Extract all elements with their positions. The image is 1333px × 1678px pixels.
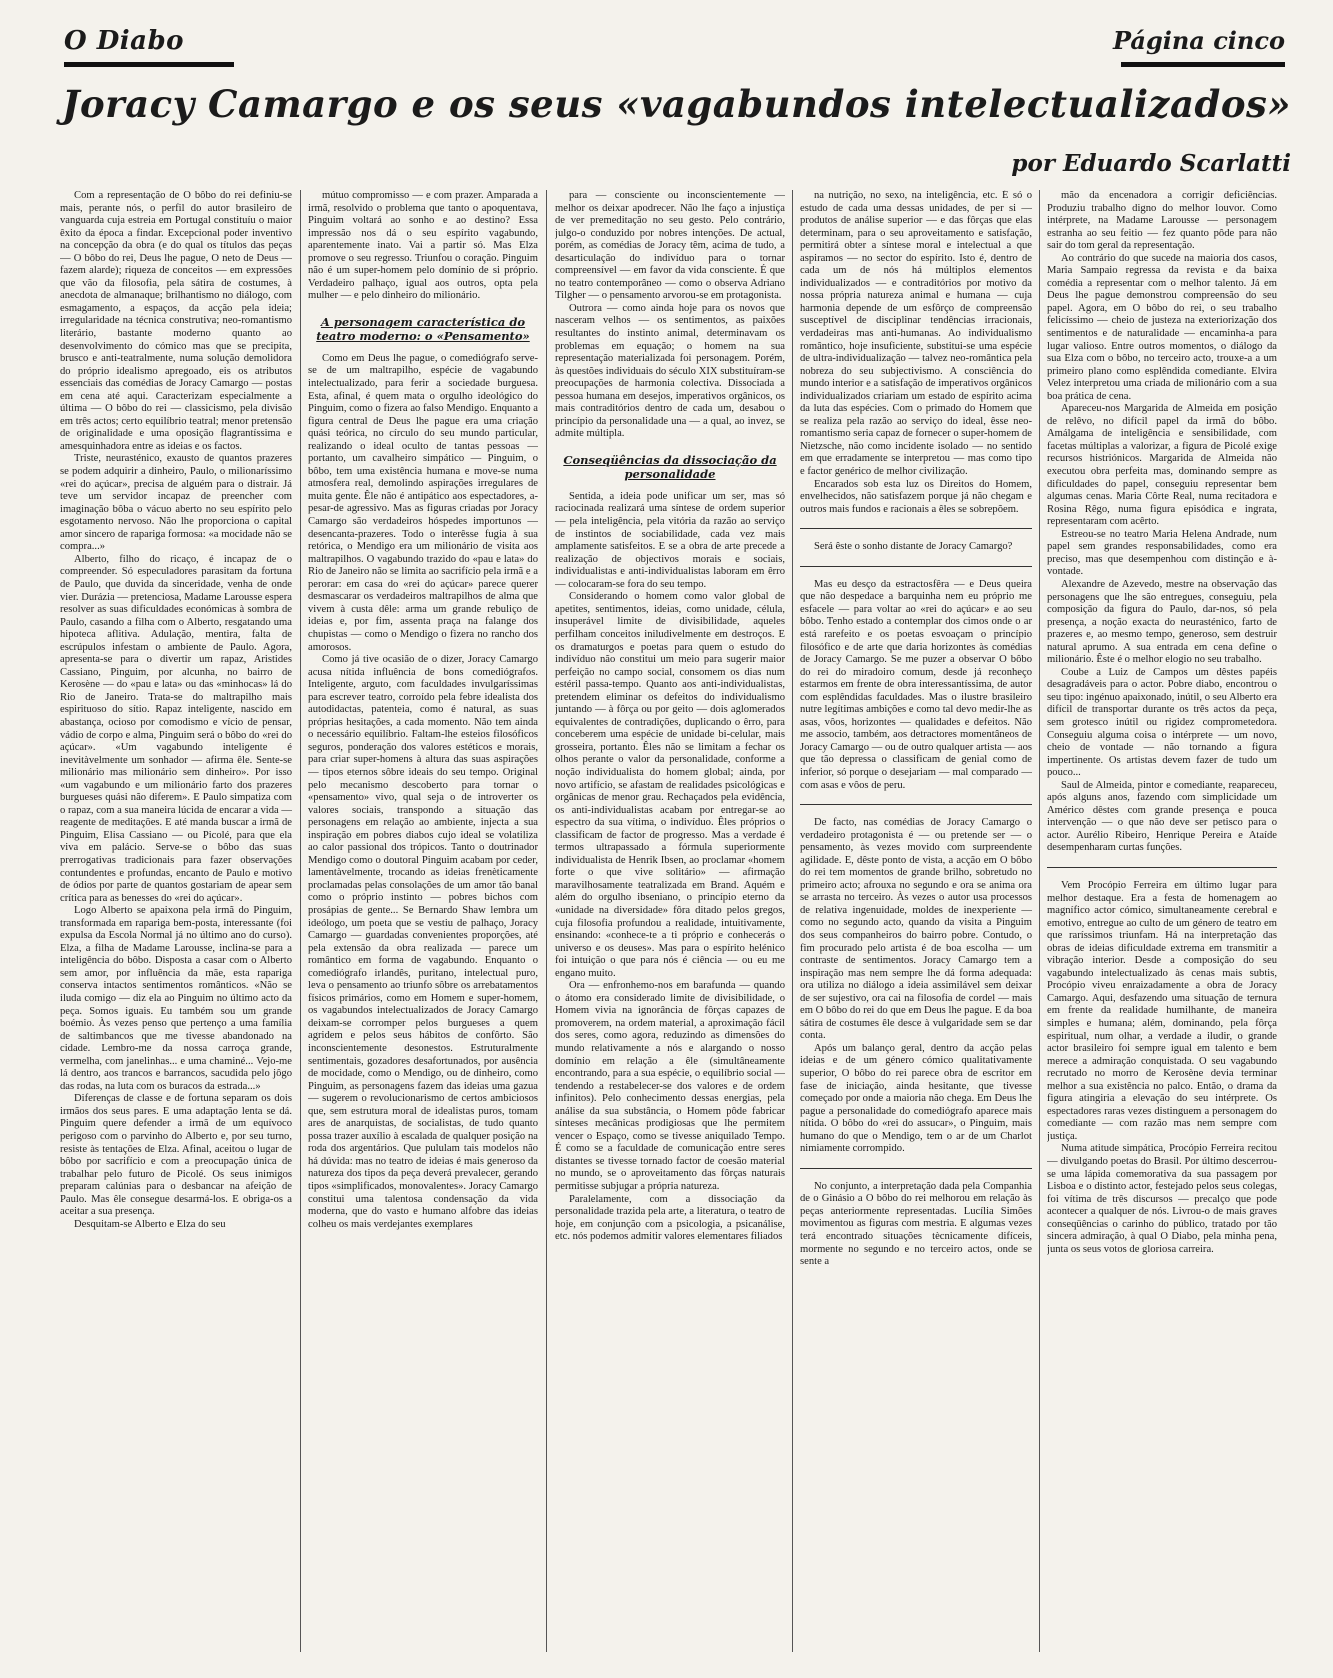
paragraph: Paralelamente, com a dissociação da personalidade trazida pela arte, a literatura, o teatro de hoje, em conjunção com a psicologia, a psicanálise, etc. nós podemos admitir valores elementares filiados [555,1193,785,1243]
paragraph: Mas eu desço da estractosfêra — e Deus queira que não despedace a barquinha nem eu próprio me esfacele — para voltar ao «rei do açúcar» e ao seu bôbo. Tenho estado a contemplar dos cimos onde o ar está rarefeito e os poetas esvoaçam o princípio filosófico e de arte que daria horizontes às comédias de Joracy Camargo. Se me puzer a observar O bôbo do rei do miradoiro comum, desde já reconheço estarmos em frente de obra interessantíssima, de autor com esplêndidas faculdades. Mas o ilustre brasileiro nutre legítimas ambições e como tal devo medir-lhe as asas, vôos, horizontes — qualidades e defeitos. Não me associo, também, aos detractores momentâneos de Joracy Camargo — ou de outro qualquer artista — aos que tão depressa o classificam de genial como de inferior, só porque o desejariam — mal comparado — com asas e vôos de peru. [800,578,1032,791]
article-column-5 [1047,190,1277,1660]
column-divider [1039,190,1040,1652]
paragraph: para — consciente ou inconscientemente — melhor os deixar apodrecer. Não lhe faço a injustiça de ver premeditação no seu gesto. Pelo contrário, julgo-o conduzido por nobres intenções. De actual, porém, as comédias de Joracy têm, acima de tudo, a desarticulação do indivíduo para o tornar compreensível — em favor da vida consciente. É que no teatro contemporâneo — como o observa Adriano Tilgher — o pensamento arvorou-se em protagonista. [555,190,785,302]
masthead [64,26,1285,66]
article-column-1 [60,190,292,1660]
masthead-rule-right [1121,62,1285,67]
paragraph: Coube a Luiz de Campos um dêstes papéis desagradáveis para o actor. Pobre diabo, encontrou o seu tipo: ingénuo apaixonado, inútil, o seu Alberto era difícil de transportar durante os três actos da peça, sem grotesco inútil ou rigidez comprometedora. Conseguiu alguma coisa o intérprete — um novo, cheio de vontade — não tornando a figura impertinente. Os artistas devem fazer de tudo um pouco... [1047,666,1277,779]
article-headline: Joracy Camargo e os seus «vagabundos intelectualizados» [62,82,1291,126]
paragraph: Triste, neurasténico, exausto de quantos prazeres se podem adquirir a dinheiro, Paulo, o milionaríssimo «rei do açúcar», precisa de alguém para o distrair. Já teve um servidor incapaz de preencher com imaginação bôba o vácuo aberto no seu espírito pelo esgotamento nervoso. Não lhe proporciona o capital amor sincero de rapariga formosa: «a mocidade não se compra...» [60,453,292,553]
article-byline: por Eduardo Scarlatti [1011,150,1291,177]
paragraph: na nutrição, no sexo, na inteligência, etc. É só o estudo de cada uma dessas unidades, de per si — produtos de análise superior — e das fôrças que elas determinam, para o seu aproveitamento e satisfação, permitirá obter a síntese moral e intelectual a que aspiramos — no sector do espírito. Isto é, dentro de cada um de nós há múltiplos elementos individualizados — e contraditórios por motivo da nossa própria natureza animal e humana — cuja harmonia depende de um esfôrço de compreensão susceptível de disciplinar tendências irracionais, verdadeiras mas anti-humanas. Ao individualismo romântico, hoje insuficiente, substitui-se uma espécie de ultra-individualização — talvez neo-romântica pela nobreza do seu subjectivismo. A consciência do mundo interior e a satisfação de imperativos orgânicos individualizados criariam um estado de espírito acima da luta das espécies. Com o primado do Homem que se realiza pela razão ao serviço do ideal, êsse neo-romantismo seria capaz de fornecer o super-homem de Nietzsche, não como incidente isolado — no sentido em que erradamente se interpretou — mas como tipo e factor genérico de melhor civilização. [800,190,1032,478]
paragraph: No conjunto, a interpretação dada pela Companhia de o Ginásio a O bôbo do rei melhorou em relação às peças anteriormente representadas. Lucília Simões movimentou as figuras com mestria. E algumas vezes terá encontrado situações tècnicamente difíceis, mormente no segundo e no terceiro actos, onde se sente a [800,1180,1032,1268]
masthead-rule-left [64,62,234,67]
paragraph: Sentida, a ideia pode unificar um ser, mas só raciocinada realizará uma síntese de ordem superior — pela inteligência, pela vitória da razão ao serviço de instintos de sociabilidade, cada vez mais amplamente satisfeitos. E se a obra de arte precede a realização de objectivos morais e sociais, individualistas e anti-individualistas laboram em êrro — colocaram-se fora do seu tempo. [555,490,785,590]
paragraph: Com a representação de O bôbo do rei definiu-se mais, perante nós, o perfil do autor brasileiro de vanguarda cuja estreia em Portugal constituíu o maior êxito da época a findar. Excepcional poder inventivo na concepção da obra (e do qual os títulos das peças — O bôbo do rei, Deus lhe pague, O neto de Deus — fazem alarde); riqueza de conceitos — em expressões que vão da filosofia, pela sátira de costumes, à anecdota de almanaque; brilhantismo no diálogo, com esmagamento, a espaços, da acção pela ideia; irregularidade na técnica construtiva; neo-romantismo literário, bastante moderno quanto ao desenvolvimento do cómico mas que se precipita, brusco e anti-teatralmente, numa solução demolidora do próprio idealismo apregoado, eis os atributos essenciais das comédias de Joracy Camargo — postas em cena até aqui. Caracterizam especialmente a última — O bôbo do rei — classicismo, pela divisão em três actos; certo equilíbrio teatral; menor pretensão de originalidade e uma oposição flagrantíssima e amesquinhadora entre as ideias e os factos. [60,190,292,452]
section-divider [800,566,1032,567]
paper-name: O Diabo [64,26,184,56]
column-divider [546,190,547,1652]
section-heading: Conseqüências da dissociação da personalidade [563,452,777,481]
paragraph: Logo Alberto se apaixona pela irmã do Pinguim, transformada em rapariga bem-posta, interessante (foi expulsa da Escola Normal já no último ano do curso). Elza, a filha de Madame Larousse, inclina-se para a inteligência do bôbo. Disposta a casar com o Alberto sem amor, por influência da mãe, esta rapariga conserva intactos sentimentos românticos. «Não se iluda comigo — diz ela ao Pinguim no último acto da peça. Somos iguais. Eu também sou um grande boémio. Às vezes penso que pertenço a uma família de saltimbancos que me tivesse abandonado na cidade. Lembro-me da nossa carroça grande, vermelha, com janelinhas... e uma chaminé... Vejo-me lá dentro, aos trancos e barrancos, sacudida pelo jôgo das rodas, na luta com os buracos da estrada...» [60,905,292,1092]
section-heading: A personagem característica do teatro moderno: o «Pensamento» [316,314,530,343]
paragraph: De facto, nas comédias de Joracy Camargo o verdadeiro protagonista é — ou pretende ser — o pensamento, às vezes movido com surpreendente agilidade. E, dêste ponto de vista, a acção em O bôbo do rei tem momentos de grande brilho, sobretudo no primeiro acto; afrouxa no segundo e ora se anima ora se arrasta no terceiro. Às vezes o autor usa processos de relativa ingenuidade, moldes de inexperiente — como no segundo acto, quando da visita a Pinguim dos seus companheiros do bairro pobre. Contudo, o fim procurado pelo artista é de boa escolha — um contraste de sentimentos. Joracy Camargo tem a inspiração mas nem sempre lhe dá forma adequada: ora utiliza no diálogo a ideia assimilável sem deixar de ser sujestivo, ora cai na filosofia de cordel — mais em O bôbo do rei do que em Deus lhe pague. E da boa sátira de costumes êle desce à vulgaridade sem se dar conta. [800,817,1032,1042]
paragraph: Alberto, filho do ricaço, é incapaz de o compreender. Só especuladores parasitam da fortuna de Paulo, que duvida da sinceridade, venha de onde vier. Durázia — pretenciosa, Madame Larousse espera resolver as suas dificuldades económicas à sombra de Paulo, casando a filha com o Alberto, resgatando uma hipoteca aflitiva. Adulação, mentira, falta de escrúpulos infestam o ambiente de Paulo. Agora, apresenta-se para o divertir um rapaz, Aristides Cassiano, Pinguim, por alcunha, no bairro de Kerosène — do «pau e lata» ou das «minhocas» lá do Rio de Janeiro. Trata-se do maltrapilho mais espirituoso do sítio. Rapaz inteligente, nascido em abastança, ocioso por comodismo e vício de pensar, vádio de corpo e alma, Pinguim será o bôbo do «rei do açúcar». «Um vagabundo inteligente é inevitàvelmente um sonhador — afirma êle. Sente-se milionário mas milionário sem dinheiro». Por isso «um vagabundo e um milionário farto dos prazeres burgueses quási não diferem». E Paulo simpatiza com o rapaz, com a sua maneira lúcida de encarar a vida — reagente de meditações. E até manda buscar a irmã de Pinguim, Elisa Cassiano — ou Picolé, para que ela viva em palácio. Serve-se o bôbo das suas prerrogativas tradicionais para fazer observações contundentes e profundas, encanto de Paulo e motivo de ódios por parte de quantos gostariam de apear sem crítica para as benesses do «rei do açúcar». [60,553,292,904]
paragraph: Ao contrário do que sucede na maioria dos casos, Maria Sampaio regressa da revista e da baixa comédia a representar com o melhor talento. Já em Deus lhe pague demonstrou compreensão do seu papel. Agora, em O bôbo do rei, o seu trabalho felicíssimo — cheio de justeza na exteriorização dos sentimentos e de naturalidade — encaminha-a para lugar valioso. Entre outros momentos, o diálogo da sua Elza com o bôbo, no terceiro acto, trouxe-a a um primeiro plano como esplêndida comediante. Elvira Velez interpretou uma criada de milionário com a sua boa prática de cena. [1047,252,1277,402]
paragraph: mão da encenadora a corrigir deficiências. Produziu trabalho digno do melhor louvor. Como intérprete, na Madame Larousse — personagem estranha ao seu feitio — fez quanto pôde para não sair do tom geral da representação. [1047,190,1277,252]
paragraph: Desquitam-se Alberto e Elza do seu [74,1218,226,1230]
article-column-4 [800,190,1032,1660]
section-divider [1047,867,1277,868]
article-column-2 [308,190,538,1660]
section-divider [800,1168,1032,1169]
paragraph: Após um balanço geral, dentro da acção pelas ideias e de um género cómico qualitativamente superior, O bôbo do rei parece obra de escritor em fase de iniciação, ainda hesitante, que tivesse começado por onde a maioria não chega. Em Deus lhe pague a personalidade do comediógrafo aparece mais nítida. O bôbo do «rei do assucar», o Pinguim, mais humano do que o Mendigo, tem o ar de um Charlot nimiamente corrompido. [800,1042,1032,1155]
paragraph: Encarados sob esta luz os Direitos do Homem, envelhecidos, não satisfazem porque já não chegam e outros mais fundos e racionais a êles se sobrepõem. [800,478,1032,515]
paragraph: Vem Procópio Ferreira em último lugar para melhor destaque. Era a festa de homenagem ao magnífico actor cómico, simultaneamente cerebral e emotivo, entregue ao culto de um género de teatro em que raríssimos triunfam. Há na interpretação das obras de ideias dificuldade extrema em transmitir a vibração interior. Desde a composição do seu vagabundo intelectualizado às cenas mais subtis, Procópio viveu enraizadamente a obra de Joracy Camargo. Aqui, desfazendo uma situação de ternura em frente da realidade humilhante, de maneira simples e humana; além, dominando, pela fôrça espiritual, num olhar, a verdade a iludir, o grande actor brasileiro foi sempre igual em talento e bem merece a admiração conquistada. O seu vagabundo recrutado no morro de Kerosène devia terminar melhor a sua existência no palco. Então, o drama da figura atingiria a elevação do seu intérprete. Os espectadores raras vezes distinguem a personagem do comediante — com razão mas nem sempre com justiça. [1047,879,1277,1142]
column-divider [792,190,793,1652]
paragraph: Outrora — como ainda hoje para os novos que nasceram velhos — os sentimentos, as paixões resultantes do instinto animal, determinavam os problemas em equação; o homem na sua representação materializada foi personagem. Porém, às questões individuais do século XIX substituíram-se preocupações de harmonia colectiva. Dissociada a pessoa humana em desejos, imperativos orgânicos, os mais contraditórios dentro de cada um, desabou o princípio da personalidade una — a qual, ao invez, se admite múltipla. [555,302,785,440]
article-column-3 [555,190,785,1660]
paragraph: Considerando o homem como valor global de apetites, sentimentos, ideias, como unidade, célula, insuperável limite de divisibilidade, aqueles perfilham conceitos iniludivelmente em destroços. E os dramaturgos e poetas para quem o estudo do indivíduo não constitui um meio para sugerir maior perfeição no campo social, consomem os dias num estéril passa-tempo. Quanto aos anti-individualistas, pretendem eliminar os defeitos do individualismo juntando — à fôrça ou por geito — dois aglomerados equivalentes de contradições, duplicando o êrro, para conceberem uma espécie de unidade bi-celular, mais grosseira, portanto. Êles não se limitam a fechar os olhos perante o valor da personalidade, conforme a noção individualista do homem global; ainda, por novo artifício, se afastam de realidades psicológicas e orgânicas de menor grau. Rechaçados pela evidência, os anti-individualistas acabam por entregar-se ao espectro da sua vítima, o indivíduo. Êles próprios o classificam de factor de progresso. Mas a verdade é termos ultrapassado a fórmula superiormente individualista de Henrik Ibsen, ao proclamar «homem forte o que vive solitário» — afirmação maravilhosamente teatralizada em Brand. Aquém e além do orgulho ibseniano, o princípio eterno da «unidade na diversidade» fôra ditado pelos gregos, cuja filosofia profundou a realidade, intuitivamente, ensinando: «conhece-te a ti próprio e conhecerás o universo e os deuses». Mas para o espírito helénico foi intuição o que para nós é ciência — ou eu me engano muito. [555,591,785,979]
section-divider [800,804,1032,805]
paragraph: Apareceu-nos Margarida de Almeida em posição de relêvo, no difícil papel da irmã do bôbo. Amálgama de inteligência e sensibilidade, com facetas múltiplas a valorizar, a figura de Picolé exige recursos histriónicos. Margarida de Almeida não executou obra perfeita mas, dominando sempre as dificuldades do papel, conseguiu representar bem algumas cenas. Maria Côrte Real, numa recitadora e Rosina Rêgo, numa figura episódica e ingrata, representaram com acêrto. [1047,403,1277,528]
paragraph: Ora — enfronhemo-nos em barafunda — quando o átomo era considerado limite de divisibilidade, o Homem vivia na ignorância de fôrças capazes de promoverem, na ordem material, a aproximação fácil dos seres, como agora, reduzindo as dimensões do mundo relativamente a nós e alargando o nosso domínio em relação a êle (simultâneamente encontrando, para a sua espécie, o equilíbrio social — tendendo a restabelecer-se dos valores e de ordem infinitos). Pelo conhecimento dessas energias, pela análise da sua substância, o Homem pôde fabricar sínteses mecânicas prodigiosas que lhe permitem vencer o Espaço, como se tivesse aniquilado Tempo. É como se a faculdade de comunicação entre seres distantes se tivesse tornado factor de coesão material no mundo, se o aproveitamento das fôrças naturais permitisse subjugar a própria natureza. [555,980,785,1193]
paragraph: Alexandre de Azevedo, mestre na observação das personagens que lhe são entregues, conseguiu, pela composição da figura do Paulo, dar-nos, só pela presença, a noção exacta do neurasténico, farto de prazeres e, ao mesmo tempo, generoso, sem destruir natural aprumo. A sua entrada em cena define o milionário. Êste é o melhor elogio no seu trabalho. [1047,578,1277,666]
section-divider [800,528,1032,529]
paragraph: Será êste o sonho distante de Joracy Camargo? [814,541,1013,553]
paragraph: Saul de Almeida, pintor e comediante, reapareceu, após alguns anos, fazendo com simplicidade um Américo dêstes com grande presença e pouca intervenção — o que não deve ser petisco para o actor. Aurélio Ribeiro, Henrique Pereira e Ataíde desempenharam curtas funções. [1047,779,1277,854]
paragraph: mútuo compromisso — e com prazer. Amparada a irmã, resolvido o problema que tanto o apoquentava, Pinguim voltará ao sonho e ao destino? Essa impressão nos dá o seu espírito vagabundo, aparentemente inato. Vai a partir só. Mas Elza promove o seu regresso. Triunfou o coração. Pinguim não é um super-homem pelo domínio de si próprio. Verdadeiro palhaço, igual aos outros, opta pela mulher — e pelo dinheiro do milionário. [308,190,538,302]
paragraph: Como em Deus lhe pague, o comediógrafo serve-se de um maltrapilho, espécie de vagabundo intelectualizado, para ferir a sociedade burguesa. Esta, afinal, é quem mata o orgulho ideológico do Pinguim, como o fizera ao falso Mendigo. Enquanto a figura central de Deus lhe pague era uma criação quási teórica, no círculo do seu mundo particular, realizando o ideal oculto de tantas pessoas — portanto, um cavalheiro simpático — Pinguim, o bôbo, tem uma existência humana e move-se numa atmosfera real, demolindo aspirações irregulares de muita gente. Êle não é antipático aos espectadores, a-pesar-de agressivo. Mas as figuras criadas por Joracy Camargo são verdadeiros hóspedes importunos — desencanta-prazeres. Todo o interêsse fugia à sua retórica, o Mendigo era um milionário de visita aos maltrapilhos. O vagabundo trazido do «pau e lata» do Rio de Janeiro não se limita ao sacrifício pela irmã e a perorar: em casa do «rei do açúcar» parece querer desmascarar os verdadeiros maltrapilhos de alma que vivem à custa dêle: arma um grande rebuliço de ideias e, por fim, assenta praça na falange dos chupistas — como o Mendigo o fizera no rancho dos amorosos. [308,352,538,653]
column-divider [300,190,301,1652]
paragraph: Diferenças de classe e de fortuna separam os dois irmãos dos seus pares. E uma adaptação lenta se dá. Pinguim quere defender a irmã de um equívoco perigoso com o parvinho do Alberto e, por seu turno, resiste às tentações de Elza. Afinal, aceitou o lugar de bôbo por sacrifício e com a preocupação única de trabalhar pelo futuro de Picolé. Os seus inimigos preparam calúnias para o desbancar na afeição de Paulo. Mas êle consegue desarmá-los. E obriga-os a aceitar a sua presença. [60,1093,292,1218]
paragraph: Numa atitude simpática, Procópio Ferreira recitou — divulgando poetas do Brasil. Por último descerrou-se uma lápida comemorativa da sua passagem por Lisboa e o distinto actor, festejado pelos seus colegas, foi vítima de três discursos — precalço que pode acontecer a qualquer de nós. Livrou-o de mais graves conseqüências o carinho do público, tratado por tão sincera admiração, à qual O Diabo, pela minha pena, junta os seus votos de gloriosa carreira. [1047,1143,1277,1255]
paragraph: Como já tive ocasião de o dizer, Joracy Camargo acusa nítida influência de bons comediógrafos. Inteligente, arguto, com faculdades invulgaríssimas para escrever teatro, corroído pela febre idealista dos autodidactas, patenteia, como é natural, as suas próprias hesitações, a cada momento. Não tem ainda o necessário equilíbrio. Faltam-lhe esteios filosóficos seguros, ponderação dos valores estéticos e morais, para criar super-homens à altura das suas aspirações — tipos eternos sôbre ideais do seu tempo. Original pelo mecanismo descoberto para tornar o «pensamento» vivo, qual seja o de introverter os valores sociais, transpondo a situação das personagens em relação ao ambiente, injecta a sua inspiração em pobres diabos cujo ideal se volatiliza ao calor passional dos trópicos. Tanto o doutrinador Mendigo como o doutoral Pinguim acabam por ceder, lamentàvelmente, trocando as ideias frenèticamente proclamadas pelas consolações de um amor tão banal como o próprio instinto — pobres bichos com prosápias de gente... Se Bernardo Shaw lembra um ideólogo, um poeta que se vestiu de palhaço, Joracy Camargo — guardadas convenientes proporções, até pela extensão da obra realizada — parece um romântico em forma de vagabundo. Enquanto o comediógrafo irlandês, puritano, intelectual puro, leva o pensamento ao triunfo sôbre os arrebatamentos físicos primários, como em Homem e super-homem, os vagabundos intelectualizados de Joracy Camargo deixam-se corromper pelos burgueses a quem agridem e pelos seus hábitos de confôrto. São inconscientemente desonestos. Estruturalmente sentimentais, gozadores desafortunados, por ausência de mocidade, como o Mendigo, ou de dinheiro, como Pinguim, as personagens fazem das ideias uma gazua — sugerem o revolucionarismo de certos ambiciosos que, sem estrutura moral de idealistas puros, tomam ares de anarquistas, de socialistas, de tudo quanto possa trazer auxílio à escalada de qualquer posição na roda dos argentários. Que pululam tais modelos não há dúvida: mas no teatro de ideias é mais generoso da natureza dos tipos da peça deverá prevalecer, gerando tipos «simplificados, monovalentes». Joracy Camargo constitui uma talentosa condensação da vida moderna, que do vasto e humano alfobre das ideias colheu os mais verdejantes exemplares [308,654,538,1230]
page-label: Página cinco [1112,26,1285,55]
paragraph: Estreou-se no teatro Maria Helena Andrade, num papel sem grandes responsabilidades, como era preciso, mas que desempenhou com distinção e à-vontade. [1047,528,1277,578]
